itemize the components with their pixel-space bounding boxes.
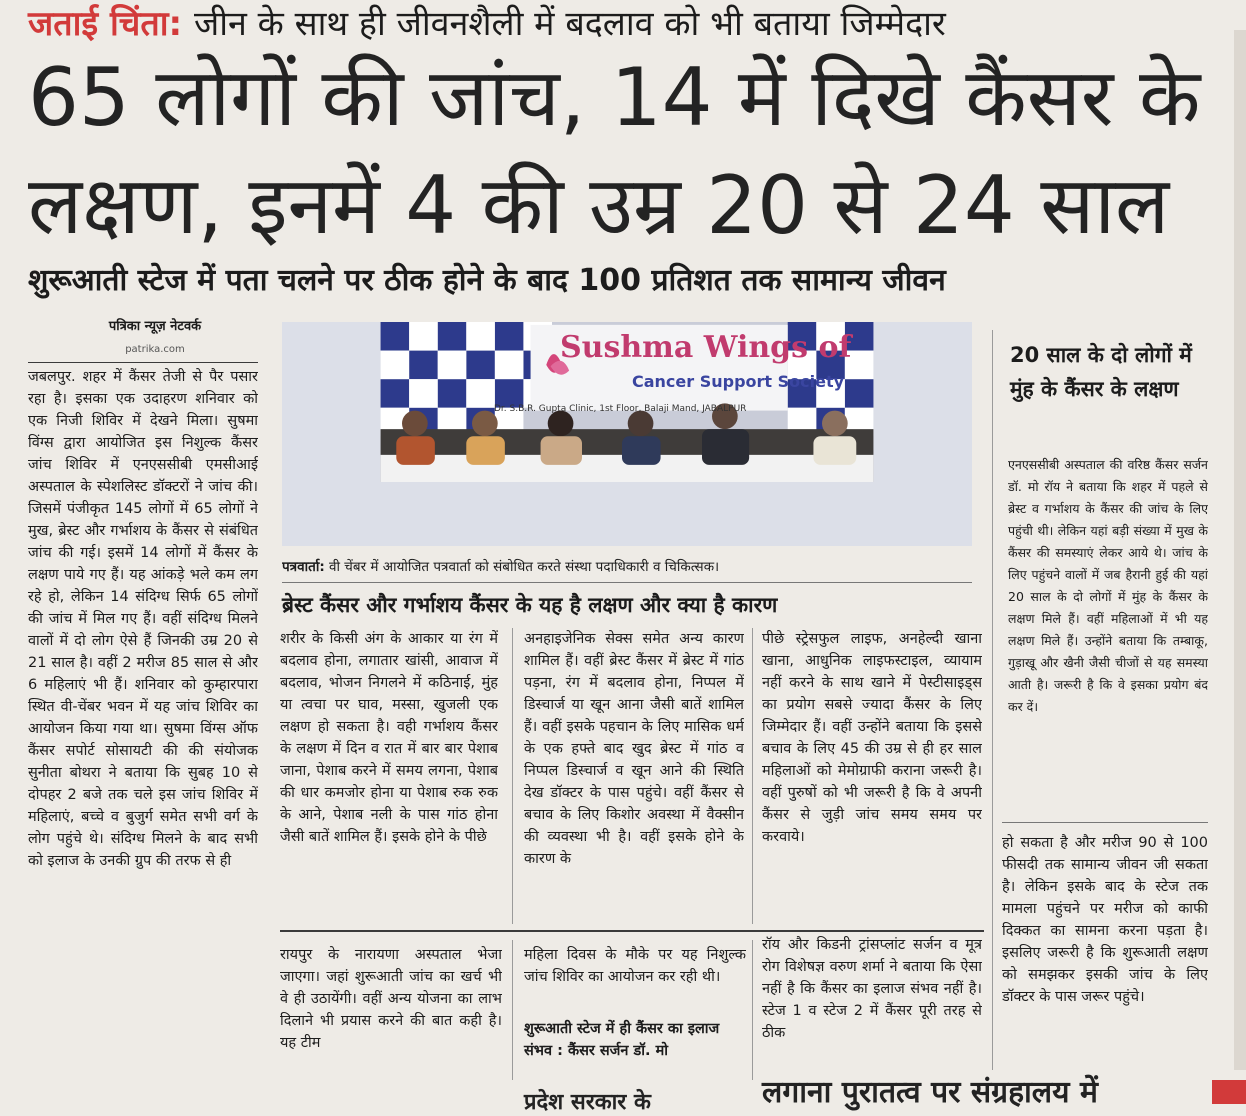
surgeon-quote-subhead: शुरूआती स्टेज में ही कैंसर का इलाज संभव : कैंसर सर्जन डॉ. मो	[524, 1021, 720, 1059]
sidebar-heading: 20 साल के दो लोगों में मुंह के कैंसर के लक्षण	[1010, 343, 1192, 401]
column-divider	[512, 940, 513, 1080]
article-column-2: शरीर के किसी अंग के आकार या रंग में बदलाव होना, लगातार खांसी, आवाज में बदलाव, भोजन निगलने में कठिनाई, मुंह या त्वचा पर घाव, मस्सा, खुजली एक लक्षण हो सकता है। वही गर्भाशय कैंसर के लक्षण में दिन व रात में बार बार पेशाब जाना, पेशाब करने में समय लगना, पेशाब की धार कमजोर होना या पेशाब रुक रुक के आने, पेशाब नली के पास गांठ होना जैसी बातें शामिल हैं। इसके होने के पीछे	[280, 631, 498, 845]
box-bottom-rule	[280, 930, 984, 932]
subheadline: शुरूआती स्टेज में पता चलने पर ठीक होने के बाद 100 प्रतिशत तक सामान्य जीवन	[28, 263, 946, 298]
caption-divider	[282, 582, 972, 583]
banner-subtitle: Cancer Support Society	[632, 372, 845, 391]
article-column-4: पीछे स्ट्रेसफुल लाइफ, अनहेल्दी खाना खाना, आधुनिक लाइफस्टाइल, व्यायाम नहीं करने के साथ खाने में पेस्टीसाइड्स का प्रयोग सबसे ज्यादा कैंसर के लिए जिम्मेदार हैं। वहीं उन्होंने बताया कि इससे बचाव के लिए 45 की उम्र से ही हर साल महिलाओं को मेमोग्राफी कराना जरूरी है। वहीं पुरुषों को भी जरूरी है कि वे अपनी कैंसर से जुड़ी जांच समय समय पर करवाये।	[762, 631, 982, 845]
article-column-3: अनहाइजेनिक सेक्स समेत अन्य कारण शामिल हैं। वहीं ब्रेस्ट कैंसर में ब्रेस्ट में गांठ पड़ना, रंग में बदलाव होना, निप्पल में डिस्चार्ज या खून आना जैसी बातें शामिल हैं। वहीं इसके पहचान के लिए मासिक धर्म के एक हफ्ते बाद खुद ब्रेस्ट में गांठ व निप्पल डिस्चार्ज व खून आने की स्थिति देख डॉक्टर के पास पहुंचे। वहीं कैंसर से बचाव के लिए किशोर अवस्था में वैक्सीन की व्यवस्था भी है। वहीं इसके होने के कारण के	[524, 631, 744, 867]
article-column-3-continued: महिला दिवस के मौके पर यह निशुल्क जांच शिविर का आयोजन कर रही थी।	[524, 947, 746, 985]
article-column-4-continued: रॉय और किडनी ट्रांसप्लांट सर्जन व मूत्र रोग विशेषज्ञ वरुण शर्मा ने बताया कि ऐसा नहीं है कि कैंसर का इलाज संभव नहीं है। स्टेज 1 व स्टेज 2 में कैंसर पूरी तरह से ठीक	[762, 937, 982, 1041]
headline-line-2: लक्षण, इनमें 4 की उम्र 20 से 24 साल	[28, 159, 1170, 252]
article-column-1: जबलपुर. शहर में कैंसर तेजी से पैर पसार रहा है। इसका एक उदाहरण शनिवार को एक निजी शिविर में देखने मिला। सुषमा विंग्स द्वारा आयोजित इस निशुल्क कैंसर जांच शिविर में एनएससीबी एमसीआई अस्पताल के स्पेशलिस्ट डॉक्टरों ने जांच की। जिसमें पंजीकृत 145 लोगों में 65 लोगों ने मुख, ब्रेस्ट और गर्भाशय के कैंसर से संबंधित जांच की गई। इसमें 14 लोगों में कैंसर के लक्षण पाये गए हैं। यह आंकड़े भले कम लग रहे हो, लेकिन 14 संदिग्ध सिर्फ 65 लोगों की जांच में मिल गए हैं। वहीं संदिग्ध मिलने वालों में दो लोग ऐसे हैं जिनकी उम्र 20 से 21 साल है। वहीं 2 मरीज 85 साल से और 6 महिलाएं भी हैं। शनिवार को कुम्हारपारा स्थित वी-चेंबर भवन में यह जांच शिविर का आयोजन किया गया था। सुषमा विंग्स ऑफ कैंसर सपोर्ट सोसायटी की की संयोजक सुनीता बोथरा ने बताया कि सुबह 10 से दोपहर 2 बजे तक चले इस जांच शिविर में महिलाएं, बच्चे व बुजुर्ग समेत सभी वर्ग के लोग पहुंचे थे। संदिग्ध मिलने के बाद सभी को इलाज के उनकी ग्रुप की तरफ से ही	[28, 369, 258, 869]
sidebar-body: एनएससीबी अस्पताल की वरिष्ठ कैंसर सर्जन डॉ. मो रॉय ने बताया कि शहर में पहले से ब्रेस्ट व गर्भाशय के कैंसर की जांच के लिए पहुंची थी। लेकिन यहां बड़ी संख्या में मुख के कैंसर की समस्याएं लेकर आये थे। जांच के लिए पहुंचने वालों में जब हैरानी हुई की यहां 20 साल के दो लोगों में मुंह के कैंसर के लक्षण मिले हैं। वहीं महिलाओं में भी यह लक्षण मिले हैं। उन्होंने बताया कि तम्बाकू, गुड़ाखू और खैनी जैसी चीजों से यह समस्या आती है। जरूरी है कि वे इसका प्रयोग बंद कर दें।	[1008, 457, 1208, 714]
press-conference-photo	[282, 322, 972, 546]
sidebar-rule	[1002, 822, 1208, 823]
section-subheading: ब्रेस्ट कैंसर और गर्भाशय कैंसर के यह है लक्षण और क्या है कारण	[282, 593, 778, 617]
kicker	[28, 2, 946, 46]
kicker-text: जीन के साथ ही जीवनशैली में बदलाव को भी बताया जिम्मेदार	[193, 4, 946, 44]
byline-site: patrika.com	[125, 344, 185, 355]
page-edge	[1234, 30, 1246, 1070]
photo-caption	[282, 556, 972, 578]
column-divider	[752, 628, 753, 924]
byline-divider	[28, 362, 258, 363]
next-headline-fragment: लगाना पुरातत्व पर संग्रहालय में	[762, 1075, 1098, 1110]
red-marker	[1212, 1080, 1246, 1104]
article-column-2-continued: रायपुर के नारायणा अस्पताल भेजा जाएगा। जहां शुरूआती जांच का खर्च भी वे ही उठायेंगी। वहीं अन्य योजना का लाभ दिलाने भी प्रयास करने की बात कही है। यह टीम	[280, 947, 502, 1051]
kicker-separator: :	[168, 4, 194, 44]
banner-address: Dr. S.B.R. Gupta Clinic, 1st Floor, Balaji Mand, JABALPUR	[494, 404, 747, 414]
column-divider	[512, 628, 513, 924]
kicker-tag: जताई चिंता	[28, 4, 169, 44]
headline-line-1: 65 लोगों की जांच, 14 में दिखे कैंसर के	[28, 51, 1201, 144]
next-article-fragment: प्रदेश सरकार के	[524, 1090, 651, 1115]
caption-label: पत्रवार्ता:	[282, 559, 325, 575]
sidebar-divider	[992, 330, 993, 1070]
caption-text: वी चेंबर में आयोजित पत्रवार्ता को संबोधित करते संस्था पदाधिकारी व चिकित्सक।	[329, 559, 720, 575]
byline-agency: पत्रिका न्यूज़ नेटवर्क	[108, 319, 202, 334]
banner-title: Sushma Wings of	[560, 330, 852, 365]
sidebar-body-continued: हो सकता है और मरीज 90 से 100 फीसदी तक सामान्य जीवन जी सकता है। लेकिन इसके बाद के स्टेज तक मामला पहुंचने पर मरीज को काफी दिक्कत का सामना करना पड़ता है। इसलिए जरूरी है कि शुरूआती लक्षण को समझकर इसकी जांच के लिए डॉक्टर के पास जरूर पहुंचे।	[1002, 835, 1208, 1005]
column-divider	[752, 940, 753, 1080]
